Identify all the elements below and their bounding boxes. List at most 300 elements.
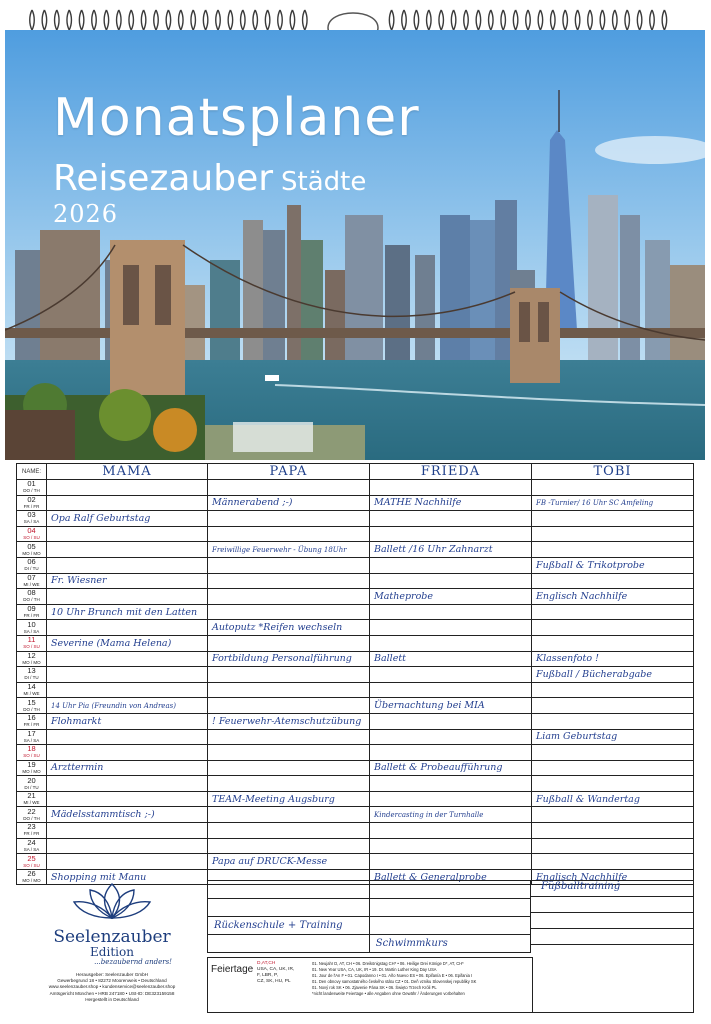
day-cell [17,526,47,542]
entry-cell-papa[interactable] [208,776,370,792]
weekday-label: SA / SA [23,737,40,743]
entry-cell-tobi[interactable] [532,776,694,792]
day-number: 11 [27,635,36,645]
day-row [17,698,694,714]
day-row [17,667,694,683]
calendar-title: Monatsplaner [53,88,420,148]
day-row [17,573,694,589]
planner-grid [16,463,694,885]
weekday-label: DI / TU [24,675,39,681]
spiral-coil [154,10,159,30]
day-number: 20 [27,775,36,785]
weekday-label: DO / TH [23,488,40,494]
weekday-label: SA / SA [23,519,40,525]
day-cell [17,511,47,527]
imprint-line: Herausgeber: Seelenzauber GmbH [75,972,148,977]
day-number: 03 [27,510,36,520]
entry-cell-mama[interactable] [47,791,208,807]
extra-entry-cell-papa[interactable]: Rückenschule + Training [208,917,370,935]
spiral-coil [575,10,580,30]
day-row [17,542,694,558]
entry-cell-frieda[interactable] [370,776,532,792]
day-cell [17,573,47,589]
entry-cell-mama[interactable] [47,620,208,636]
weekday-label: MO / MO [22,659,41,665]
day-number: 22 [27,806,36,816]
day-cell [17,729,47,745]
weekday-label: DO / TH [23,597,40,603]
entry-cell-frieda[interactable]: MATHE Nachhilfe [370,495,532,511]
entry-cell-mama[interactable] [47,589,208,605]
entry-cell-mama[interactable]: 14 Uhr Pia (Freundin von Andreas) [47,698,208,714]
day-row [17,480,694,496]
day-number: 06 [27,557,36,567]
day-cell [17,480,47,496]
entry-cell-tobi[interactable] [532,713,694,729]
entry-cell-mama[interactable] [47,526,208,542]
day-number: 01 [27,479,36,489]
day-row [17,854,694,870]
name-label: NAME: [17,464,47,480]
entry-cell-mama[interactable] [47,495,208,511]
day-cell [17,760,47,776]
extra-entry-cell-papa[interactable] [208,899,370,917]
spiral-coil [513,10,518,30]
spiral-coil [79,10,84,30]
entry-cell-mama[interactable]: 10 Uhr Brunch mit den Latten [47,604,208,620]
entry-cell-frieda[interactable] [370,480,532,496]
entry-cell-frieda[interactable]: Kindercasting in der Turnhalle [370,807,532,823]
entry-cell-frieda[interactable] [370,635,532,651]
entry-cell-mama[interactable]: Severine (Mama Helena) [47,635,208,651]
spiral-coil [389,10,394,30]
day-number: 05 [27,541,36,551]
entry-cell-tobi[interactable] [532,480,694,496]
entry-cell-mama[interactable] [47,480,208,496]
entry-cell-frieda[interactable]: Übernachtung bei MIA [370,698,532,714]
spiral-coil [464,10,469,30]
spiral-coil [662,10,667,30]
column-header-frieda: FRIEDA [370,464,532,480]
day-number: 23 [27,822,36,832]
day-cell [17,698,47,714]
day-cell [17,620,47,636]
extra-entry-cell-frieda[interactable]: Schwimmkurs [369,935,530,953]
extra-entry-cell-frieda[interactable] [369,881,530,899]
entry-cell-tobi[interactable]: Fußball / Bücherabgabe [532,667,694,683]
day-number: 09 [27,604,36,614]
day-number: 16 [27,713,36,723]
entry-cell-papa[interactable] [208,745,370,761]
day-number: 13 [27,666,36,676]
entry-cell-frieda[interactable] [370,729,532,745]
extra-entry-cell-papa[interactable] [208,935,370,953]
weekday-label: SO / SU [23,862,40,868]
spiral-coil [476,10,481,30]
day-row [17,635,694,651]
day-number: 17 [27,729,36,738]
entry-cell-papa[interactable] [208,589,370,605]
entry-cell-mama[interactable] [47,557,208,573]
day-number: 14 [27,682,36,692]
day-row [17,729,694,745]
entry-cell-frieda[interactable]: Ballett /16 Uhr Zahnarzt [370,542,532,558]
holiday-list-line: 01. Den obnovy samostatného českého státu CZ • 01. Deň vzniku Slovenskej republiky SK [312,979,477,985]
entry-cell-papa[interactable]: Männerabend ;-) [208,495,370,511]
entry-cell-tobi[interactable] [532,511,694,527]
weekday-label: MO / MO [22,768,41,774]
day-cell [17,495,47,511]
entry-cell-papa[interactable] [208,511,370,527]
spiral-coil [203,10,208,30]
day-row [17,495,694,511]
spiral-coil [625,10,630,30]
day-number: 07 [27,573,36,582]
day-number: 10 [27,619,36,629]
day-number: 24 [27,838,36,847]
imprint-text [18,972,206,1003]
day-row [17,823,694,839]
day-cell [17,557,47,573]
weekday-label: DO / TH [23,706,40,712]
extra-entry-cell-papa[interactable] [208,881,370,899]
day-cell [17,635,47,651]
entry-cell-tobi[interactable]: Fußball & Trikotprobe [532,557,694,573]
entry-cell-tobi[interactable] [532,807,694,823]
weekday-label: MI / WE [23,581,40,587]
holidays-label: Feiertage [211,964,254,975]
spiral-coil [166,10,171,30]
entry-cell-frieda[interactable] [370,713,532,729]
spiral-coil [290,10,295,30]
day-row [17,807,694,823]
day-cell [17,667,47,683]
day-number: 12 [27,651,36,660]
entry-cell-frieda[interactable] [370,620,532,636]
entry-cell-frieda[interactable] [370,823,532,839]
entry-cell-tobi[interactable] [532,823,694,839]
day-row [17,776,694,792]
entry-cell-frieda[interactable] [370,667,532,683]
entry-cell-mama[interactable]: Arzttermin [47,760,208,776]
weekday-label: FR / FR [23,503,40,509]
entry-cell-mama[interactable] [47,729,208,745]
imprint-line: Amtsgericht München • HRB 247180 • USt-ID: DE323159158 [49,990,175,996]
holiday-codes-line: F, LBR, P, [257,973,278,979]
entry-cell-papa[interactable]: Papa auf DRUCK-Messe [208,854,370,870]
day-number: 02 [27,495,36,504]
brand-edition: Edition [90,945,134,959]
entry-cell-papa[interactable] [208,604,370,620]
day-row [17,791,694,807]
spiral-coil [92,10,97,30]
holiday-codes-line: CZ, SK, HU, PL [257,979,291,985]
entry-cell-frieda[interactable]: Ballett [370,651,532,667]
holiday-country-codes [257,961,317,985]
spiral-coil [501,10,506,30]
entry-cell-papa[interactable] [208,557,370,573]
spiral-coil [551,10,556,30]
spiral-coil [42,10,47,30]
day-row [17,838,694,854]
spiral-coil [278,10,283,30]
day-cell [17,838,47,854]
entry-cell-papa[interactable] [208,480,370,496]
entry-cell-tobi[interactable] [532,635,694,651]
entry-cell-tobi[interactable]: FB -Turnier/ 16 Uhr SC Amfeling [532,495,694,511]
day-number: 25 [27,853,36,863]
entry-cell-papa[interactable] [208,760,370,776]
day-cell [17,807,47,823]
holiday-list-line: 01. Jour de l'An F • 01. Capodanno I • 01. Año Nuevo ES • 06. Epifanía E • 06. Epifania I [312,973,473,979]
entry-cell-papa[interactable] [208,573,370,589]
day-cell [17,651,47,667]
extra-entry-cell-frieda[interactable] [369,917,530,935]
holiday-list-line: *nicht landesweite Feiertage • alle Angaben ohne Gewähr / Änderungen vorbehalten [312,991,465,997]
entry-cell-tobi[interactable]: Klassenfoto ! [532,651,694,667]
entry-cell-frieda[interactable] [370,838,532,854]
day-cell [17,776,47,792]
extra-entry-cell-frieda[interactable] [369,899,530,917]
entry-cell-frieda[interactable] [370,511,532,527]
entry-cell-mama[interactable] [47,823,208,839]
extra-row [208,881,531,899]
brand-name: Seelenzauber [53,927,171,947]
entry-cell-papa[interactable]: TEAM-Meeting Augsburg [208,791,370,807]
holiday-list-line: 01. Nový rok SK • 06. Zjavenie Pána SK • 06. Święto Trzech Króli PL [312,985,437,991]
weekday-label: MO / MO [22,878,41,884]
day-cell [17,713,47,729]
spiral-coil [402,10,407,30]
spiral-coil [439,10,444,30]
spiral-coil [241,10,246,30]
entry-cell-frieda[interactable]: Matheprobe [370,589,532,605]
day-row [17,589,694,605]
entry-cell-papa[interactable]: Fortbildung Personalführung [208,651,370,667]
extra-row [208,917,531,935]
entry-cell-papa[interactable] [208,526,370,542]
entry-cell-tobi[interactable]: Fußball & Wandertag [532,791,694,807]
entry-cell-mama[interactable] [47,838,208,854]
extra-entry-cell-tobi[interactable] [531,913,693,929]
weekday-label: FR / FR [23,613,40,619]
day-row [17,760,694,776]
spiral-coil [526,10,531,30]
extra-rows-grid [207,880,531,953]
spiral-coil [613,10,618,30]
entry-cell-mama[interactable]: Mädelsstammtisch ;-) [47,807,208,823]
day-number: 08 [27,588,36,598]
spiral-binding [28,6,683,32]
column-header-mama: MAMA [47,464,208,480]
holiday-codes-red: D,AT,CH [257,961,276,966]
entry-cell-papa[interactable] [208,838,370,854]
extra-row [208,935,531,953]
entry-cell-tobi[interactable] [532,526,694,542]
calendar-subtitle [53,158,366,199]
tobi-extra-column [531,880,694,1013]
subtitle-small: Städte [281,167,367,197]
entry-cell-papa[interactable] [208,667,370,683]
entry-cell-frieda[interactable] [370,573,532,589]
day-cell [17,791,47,807]
entry-cell-tobi[interactable] [532,573,694,589]
day-number: 15 [27,697,36,707]
weekday-label: FR / FR [23,831,40,837]
holiday-list [312,961,530,998]
day-row [17,511,694,527]
day-cell [17,854,47,870]
weekday-label: SO / SU [23,753,40,759]
entry-cell-frieda[interactable]: Ballett & Generalprobe [370,869,532,885]
extra-entry-cell-tobi[interactable] [531,897,693,913]
spiral-coil [427,10,432,30]
imprint-line: Gewerbegrund 18 • 82272 Moorenweis • Deutschland [57,978,167,984]
entry-cell-mama[interactable]: Shopping mit Manu [47,869,208,885]
day-row [17,526,694,542]
weekday-label: MI / WE [23,691,40,697]
entry-cell-tobi[interactable] [532,854,694,870]
day-row [17,604,694,620]
day-number: 19 [27,760,36,769]
day-cell [17,745,47,761]
entry-cell-mama[interactable]: Flohmarkt [47,713,208,729]
spiral-coil [489,10,494,30]
spiral-coil [303,10,308,30]
extra-row [208,899,531,917]
imprint-line: www.seelenzauber.shop • kundenservice@seelenzauber.shop [48,984,176,990]
spiral-coil [451,10,456,30]
entry-cell-frieda[interactable] [370,526,532,542]
weekday-label: DI / TU [24,784,39,790]
extra-entry-cell-tobi[interactable]: Fußballtraining [531,881,693,897]
entry-cell-mama[interactable] [47,651,208,667]
day-row [17,620,694,636]
spiral-coil [55,10,60,30]
entry-cell-tobi[interactable] [532,682,694,698]
entry-cell-papa[interactable] [208,682,370,698]
entry-cell-tobi[interactable]: Englisch Nachhilfe [532,589,694,605]
entry-cell-frieda[interactable] [370,745,532,761]
entry-cell-frieda[interactable] [370,604,532,620]
spiral-coil [67,10,72,30]
weekday-label: SO / SU [23,535,40,541]
spiral-coil [588,10,593,30]
spiral-coil [141,10,146,30]
spiral-coil [117,10,122,30]
entry-cell-mama[interactable] [47,745,208,761]
spiral-coil [600,10,605,30]
day-cell [17,589,47,605]
day-cell [17,604,47,620]
entry-cell-mama[interactable] [47,854,208,870]
weekday-label: FR / FR [23,722,40,728]
calendar-year: 2026 [53,200,119,228]
day-row [17,713,694,729]
day-number: 18 [27,744,36,754]
entry-cell-mama[interactable] [47,776,208,792]
day-number: 04 [27,526,36,536]
day-row [17,557,694,573]
entry-cell-papa[interactable] [208,807,370,823]
entry-cell-tobi[interactable]: Liam Geburtstag [532,729,694,745]
entry-cell-tobi[interactable] [532,698,694,714]
spiral-coil [637,10,642,30]
planner-header-row [17,464,694,480]
entry-cell-tobi[interactable] [532,542,694,558]
spiral-coil [228,10,233,30]
spiral-coil [216,10,221,30]
spiral-coil [414,10,419,30]
brand-tagline: ...bezaubernd anders! [94,958,172,966]
entry-cell-tobi[interactable]: Englisch Nachhilfe [532,869,694,885]
entry-cell-frieda[interactable]: Ballett & Probeaufführung [370,760,532,776]
entry-cell-mama[interactable] [47,682,208,698]
holiday-codes-line: USA, CA, UK, IR, [257,967,295,973]
publisher-logo-block [18,882,206,1012]
imprint-line: Hergestellt in Deutschland [85,996,139,1002]
entry-cell-papa[interactable]: Freiwillige Feuerwehr - Übung 18Uhr [208,542,370,558]
holidays-box [207,957,533,1013]
extra-entry-cell-tobi[interactable] [531,929,693,945]
holiday-list-line: 01. Neujahr D, AT, CH • 06. Dreikönigstag CH* • 06. Heilige Drei Könige D*, AT, CH* [312,961,464,966]
spiral-coil [650,10,655,30]
entry-cell-papa[interactable] [208,698,370,714]
day-row [17,745,694,761]
entry-cell-frieda[interactable] [370,682,532,698]
entry-cell-tobi[interactable] [532,838,694,854]
spiral-coil [253,10,258,30]
spiral-coil [129,10,134,30]
lotus-logo-icon [72,882,152,922]
spiral-coil [104,10,109,30]
entry-cell-tobi[interactable] [532,745,694,761]
spiral-coil [265,10,270,30]
entry-cell-mama[interactable] [47,542,208,558]
entry-cell-tobi[interactable] [532,620,694,636]
entry-cell-frieda[interactable] [370,557,532,573]
entry-cell-papa[interactable]: ! Feuerwehr-Atemschutzübung [208,713,370,729]
column-header-tobi: TOBI [532,464,694,480]
weekday-label: DI / TU [24,566,39,572]
entry-cell-papa[interactable] [208,823,370,839]
city-skyline-photo [5,30,705,460]
entry-cell-papa[interactable] [208,635,370,651]
day-number: 26 [27,869,36,879]
spiral-coil [30,10,35,30]
spiral-coil [191,10,196,30]
entry-cell-papa[interactable] [208,729,370,745]
entry-cell-papa[interactable]: Autoputz *Reifen wechseln [208,620,370,636]
weekday-label: DO / TH [23,815,40,821]
entry-cell-mama[interactable]: Opa Ralf Geburtstag [47,511,208,527]
day-row [17,651,694,667]
spiral-coil [563,10,568,30]
entry-cell-tobi[interactable] [532,760,694,776]
weekday-label: MI / WE [23,800,40,806]
entry-cell-mama[interactable] [47,667,208,683]
entry-cell-frieda[interactable] [370,791,532,807]
subtitle-main: Reisezauber [53,158,274,199]
day-cell [17,542,47,558]
weekday-label: SA / SA [23,846,40,852]
weekday-label: MO / MO [22,550,41,556]
weekday-label: SA / SA [23,628,40,634]
spiral-coil [538,10,543,30]
entry-cell-tobi[interactable] [532,604,694,620]
entry-cell-frieda[interactable] [370,854,532,870]
entry-cell-mama[interactable]: Fr. Wiesner [47,573,208,589]
